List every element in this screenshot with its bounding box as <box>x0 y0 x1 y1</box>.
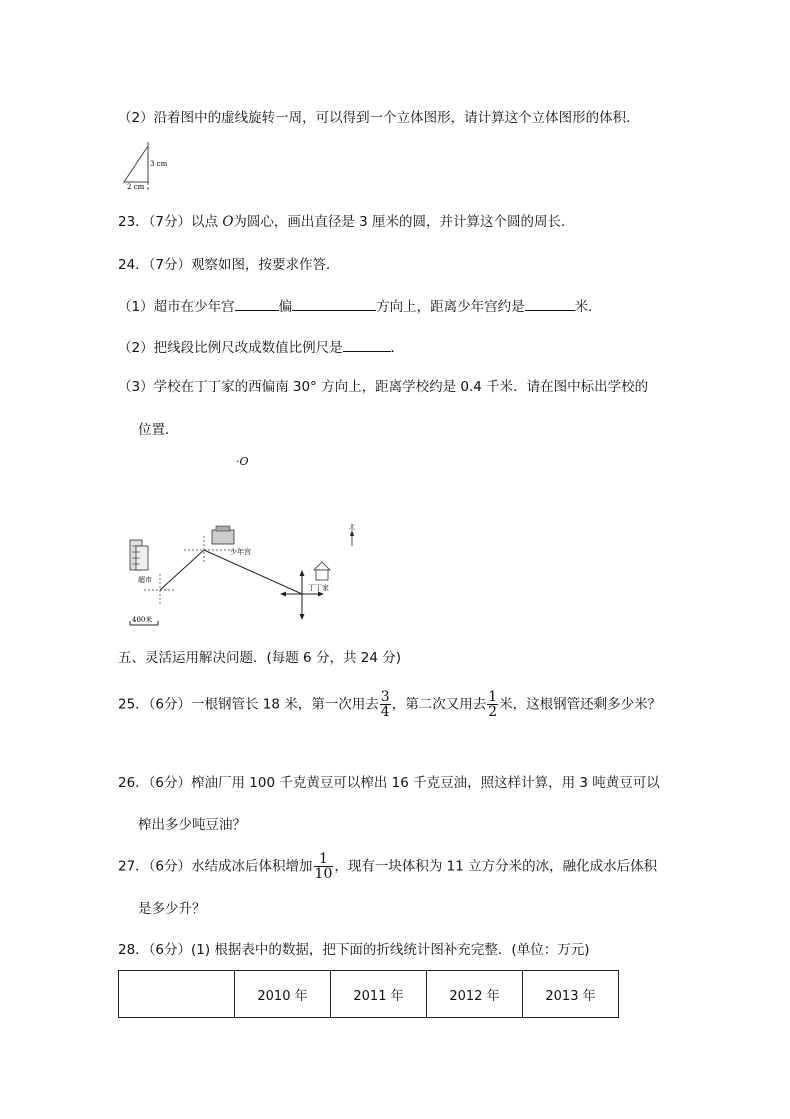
q23-pre: 23．（7分）以点 <box>118 214 223 230</box>
q23-post: 为圆心，画出直径是 3 厘米的圆，并计算这个圆的周长． <box>233 214 575 230</box>
q24-part1 <box>118 296 602 317</box>
table-header-cell <box>119 971 235 1018</box>
route-shop-to-palace <box>160 550 204 590</box>
q24-stem: 24．（7分）观察如图，按要求作答． <box>118 257 340 273</box>
q24-p2-end: ． <box>390 340 405 356</box>
table-header-cell: 2013 年 <box>523 971 619 1018</box>
answer-blank-direction-1[interactable] <box>235 296 279 311</box>
map-figure <box>124 524 364 634</box>
data-table <box>118 970 619 1018</box>
q24-p1-d: 米． <box>574 299 602 315</box>
q24-p1-b: 偏 <box>278 299 293 315</box>
answer-blank-direction-2[interactable] <box>292 296 376 311</box>
q25-pre: 25．（6分）一根钢管长 18 米，第一次用去 <box>118 696 379 713</box>
dingding-home-icon <box>314 562 330 580</box>
youth-palace-building-icon <box>212 526 234 544</box>
q24-part3-line2: 位置． <box>138 422 179 438</box>
q24-part2 <box>118 337 404 358</box>
triangle-figure <box>118 140 178 192</box>
q25-mid: ，第二次又用去 <box>391 696 487 713</box>
triangle-height-label: 3 cm <box>150 160 168 168</box>
point-o-label: ·O <box>236 455 249 468</box>
q27-pre: 27．（6分）水结成冰后体积增加 <box>118 858 313 875</box>
q28-text: 28．（6分）(1) 根据表中的数据，把下面的折线统计图补充完整．(单位：万元) <box>118 942 590 958</box>
table-header-cell: 2012 年 <box>427 971 523 1018</box>
route-palace-to-home <box>204 550 302 594</box>
scale-label: 400米 <box>132 616 153 624</box>
q24-p1-c: 方向上，距离少年宫约是 <box>376 299 525 315</box>
table-header-row <box>119 971 619 1018</box>
q27-post: ，现有一块体积为 11 立方分米的冰，融化成水后体积 <box>334 858 658 875</box>
q24-p2: （2）把线段比例尺改成数值比例尺是 <box>118 340 343 356</box>
answer-blank-distance[interactable] <box>525 296 575 311</box>
answer-blank-scale[interactable] <box>343 337 391 352</box>
map-label-youth-palace: 少年宫 <box>230 548 251 556</box>
q23-point: O <box>222 214 234 230</box>
q23-text <box>118 212 575 232</box>
table-header-cell: 2011 年 <box>331 971 427 1018</box>
q26-line2: 榨出多少吨豆油？ <box>138 817 246 833</box>
fraction-3-4: $\frac{3}{4}$ <box>380 689 390 720</box>
table-header-cell: 2010 年 <box>235 971 331 1018</box>
q26-line1: 26．（6分）榨油厂用 100 千克黄豆可以榨出 16 千克豆油，照这样计算，用 3 吨黄豆可以 <box>118 775 660 791</box>
supermarket-building-icon <box>130 540 148 570</box>
q25-text <box>118 690 661 719</box>
triangle-base-label: 2 cm <box>127 183 145 191</box>
map-label-dingding-home: 丁丁家 <box>308 584 329 592</box>
q24-p1-a: （1）超市在少年宫 <box>118 299 235 315</box>
right-triangle <box>124 146 148 182</box>
map-label-supermarket: 超市 <box>138 576 152 584</box>
q27-line2: 是多少升？ <box>138 901 206 917</box>
q27-text <box>118 852 657 881</box>
north-label: 北 <box>349 524 356 531</box>
q24-part3-line1: （3）学校在丁丁家的西偏南 30° 方向上，距离学校约是 0.4 千米．请在图中标出学校的 <box>118 379 649 395</box>
q25-post: 米，这根钢管还剩多少米？ <box>499 696 662 713</box>
fraction-1-2: $\frac{1}{2}$ <box>488 689 498 720</box>
q22-part2-text: （2）沿着图中的虚线旋转一周，可以得到一个立体图形，请计算这个立体图形的体积． <box>118 110 640 126</box>
section5-title: 五、灵活运用解决问题．(每题 6 分，共 24 分) <box>118 650 401 666</box>
fraction-1-10: $\frac{1}{10}$ <box>314 851 333 882</box>
